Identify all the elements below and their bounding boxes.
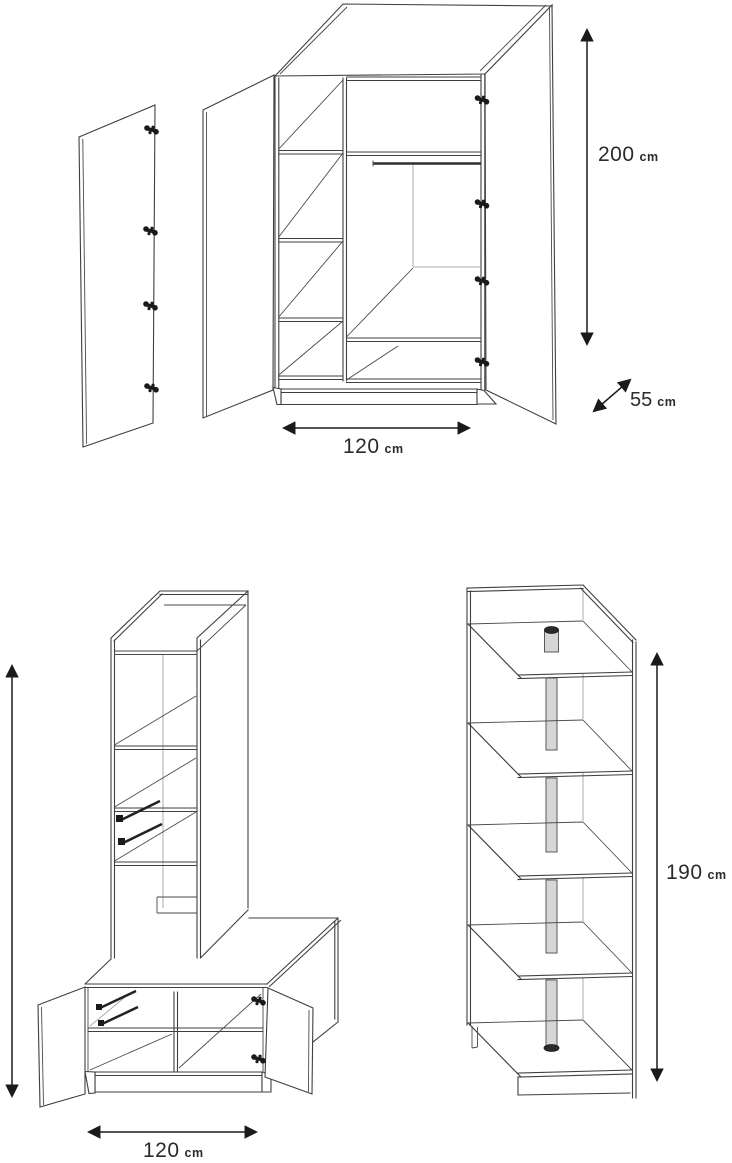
cabinet-shelf-depth-lines <box>115 696 197 861</box>
bench-width-label: 120 cm <box>143 1139 204 1162</box>
wardrobe-back-panel-edges <box>413 162 481 267</box>
bench-drawer-slides <box>100 991 138 1024</box>
wardrobe-left-shelf-depth-lines <box>279 80 343 375</box>
wardrobe-detached-door <box>79 105 155 447</box>
bench-left-foot <box>85 1072 95 1094</box>
bench-right-door <box>265 988 313 1094</box>
pole-segment <box>546 678 557 750</box>
corner-shelf-left-edges <box>468 624 521 1077</box>
support-pole <box>544 627 559 1052</box>
bench-side-panel <box>313 918 338 1042</box>
bench-left-door <box>38 987 85 1107</box>
wardrobe-right-depth-lines <box>347 268 414 380</box>
wardrobe-left-shelves <box>279 151 343 380</box>
slide-bracket-icon <box>98 1020 104 1026</box>
wardrobe-carcass-edges <box>275 74 485 390</box>
pole-bottom-cap <box>544 1045 559 1052</box>
wardrobe-depth-arrow <box>594 380 630 411</box>
slide-bracket-icon <box>116 815 123 822</box>
pole-top-cap-end <box>545 627 559 634</box>
cabinet-shelves <box>115 746 198 866</box>
hinge-icon <box>251 1054 266 1063</box>
cabinet-top-panel <box>115 605 247 655</box>
pole-segment <box>546 778 557 852</box>
cabinet-bench-drawing <box>12 591 341 1162</box>
wardrobe-left-door <box>203 75 274 418</box>
corner-plinth <box>518 1077 630 1095</box>
bench-top-edges <box>85 918 341 988</box>
wardrobe-drawing <box>79 4 676 458</box>
cabinet-frame <box>111 591 248 958</box>
slide-bracket-icon <box>118 838 125 845</box>
wardrobe-depth-label: 55 cm <box>630 389 677 411</box>
slide-bracket-icon <box>96 1004 102 1010</box>
wardrobe-left-foot <box>273 388 281 405</box>
hinge-icon <box>251 996 266 1005</box>
corner-shelf-front-edges <box>518 672 632 1077</box>
drawer-slides <box>121 801 162 843</box>
pole-segment <box>546 980 557 1048</box>
bench-plinth <box>95 1072 262 1092</box>
corner-height-label: 190 cm <box>666 861 727 884</box>
wardrobe-height-label: 200 cm <box>598 143 659 166</box>
corner-shelf-right-edges <box>583 621 632 1070</box>
pole-segment <box>546 880 557 953</box>
corner-shelf-back-edges <box>468 621 583 1023</box>
wardrobe-right-door <box>485 5 556 424</box>
bench-shelf <box>88 1028 263 1032</box>
corner-unit-drawing <box>467 585 727 1098</box>
wardrobe-plinth <box>281 389 477 405</box>
wardrobe-width-label: 120 cm <box>343 435 404 458</box>
bench-right-door-edge <box>309 1010 310 1092</box>
